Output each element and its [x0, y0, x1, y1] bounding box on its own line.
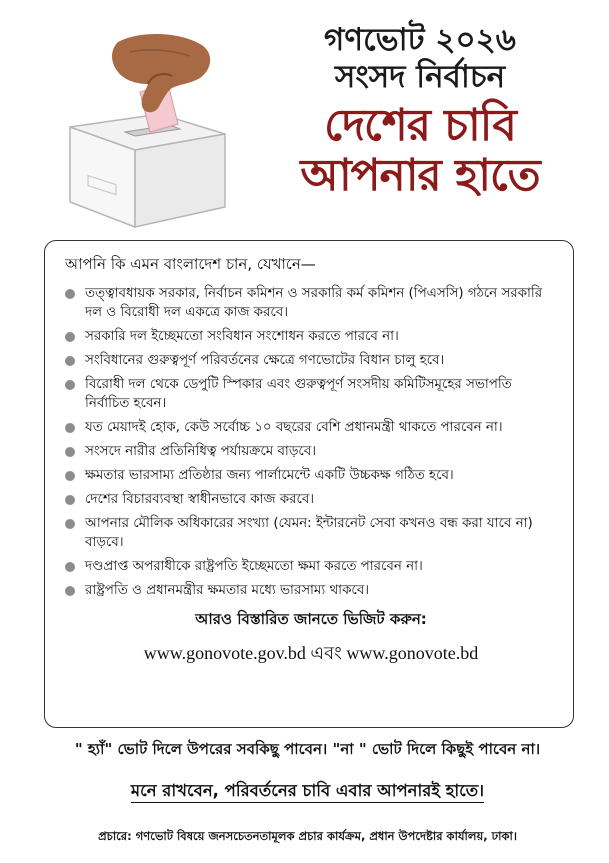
footer-credit: প্রচারে: গণভোট বিষয়ে জনসচেতনতামূলক প্রচার কার্যক্রম, প্রধান উপদেষ্টার কার্যালয়, ঢাকা।: [98, 829, 517, 843]
bullet-icon: [65, 423, 75, 433]
list-item-text: ক্ষমতার ভারসাম্য প্রতিষ্ঠার জন্য পার্লামেন্টে একটি উচ্চকক্ষ গঠিত হবে।: [85, 468, 454, 483]
bullet-icon: [65, 356, 75, 366]
list-item-text: দেশের বিচারব্যবস্থা স্বাধীনভাবে কাজ করবে।: [85, 492, 315, 507]
list-item: [63, 418, 559, 437]
list-item-text: আপনার মৌলিক অধিকারের সংখ্যা (যেমন: ইন্টারনেট সেবা কখনও বন্ধ করা যাবে না) বাড়বে।: [85, 516, 533, 550]
list-item: [63, 490, 559, 509]
list-item: [63, 514, 559, 552]
ballot-box-hand-illustration: [40, 22, 250, 232]
list-item: [63, 284, 559, 322]
reform-points-box: [44, 240, 574, 728]
bullet-icon: [65, 332, 75, 342]
list-item: [63, 581, 559, 600]
list-item-text: বিরোধী দল থেকে ডেপুটি স্পিকার এবং গুরুত্বপূর্ণ সংসদীয় কমিটিসমূহের সভাপতি নির্বাচিত হবেন।: [85, 377, 512, 411]
list-item: [63, 351, 559, 370]
bullet-icon: [65, 380, 75, 390]
bullet-icon: [65, 471, 75, 481]
box-intro: আপনি কি এমন বাংলাদেশ চান, যেখানে—: [65, 255, 316, 273]
website-links: www.gonovote.gov.bd এবং www.gonovote.bd: [143, 643, 479, 663]
list-item: [63, 442, 559, 461]
headline-slogan-2: আপনার হাতে: [300, 150, 540, 202]
headline-slogan-1: দেশের চাবি: [324, 100, 516, 152]
list-item: [63, 466, 559, 485]
bullet-icon: [65, 289, 75, 299]
list-item-text: রাষ্ট্রপতি ও প্রধানমন্ত্রীর ক্ষমতার মধ্যে ভারসাম্য থাকবে।: [85, 583, 370, 598]
list-item: [63, 557, 559, 576]
remember-text: মনে রাখবেন, পরিবর্তনের চাবি এবার আপনারই হাতে।: [131, 781, 484, 803]
visit-label: আরও বিস্তারিত জানতে ভিজিট করুন:: [195, 610, 427, 628]
bullet-icon: [65, 586, 75, 596]
visit-section: [63, 608, 559, 670]
headline-election: সংসদ নির্বাচন: [334, 58, 506, 95]
list-item-text: যত মেয়াদই হোক, কেউ সর্বোচ্চ ১০ বছরের বেশি প্রধানমন্ত্রী থাকতে পারবেন না।: [85, 420, 503, 435]
headline: [245, 18, 595, 202]
reform-list: [63, 284, 559, 600]
headline-referendum: গণভোট ২০২৬: [324, 22, 516, 58]
bullet-icon: [65, 562, 75, 572]
list-item-text: তত্ত্বাবধায়ক সরকার, নির্বাচন কমিশন ও সরকারি কর্ম কমিশন (পিএসসি) গঠনে সরকারি দল ও বিরোধী দল একত্রে কাজ করবে।: [85, 286, 543, 320]
yes-no-message: " হ্যাঁ" ভোট দিলে উপরের সবকিছু পাবেন। "না " ভোট দিলে কিছুই পাবেন না।: [74, 740, 541, 758]
bullet-icon: [65, 495, 75, 505]
bullet-icon: [65, 519, 75, 529]
list-item-text: সংবিধানের গুরুত্বপূর্ণ পরিবর্তনের ক্ষেত্রে গণভোটের বিধান চালু হবে।: [85, 353, 445, 368]
remember-message: [20, 778, 595, 805]
list-item: [63, 327, 559, 346]
list-item-text: সরকারি দল ইচ্ছেমতো সংবিধান সংশোধন করতে পারবে না।: [85, 329, 399, 344]
list-item-text: দণ্ডপ্রাপ্ত অপরাধীকে রাষ্ট্রপতি ইচ্ছেমতো ক্ষমা করতে পারবেন না।: [85, 559, 423, 574]
list-item-text: সংসদে নারীর প্রতিনিধিত্ব পর্যায়ক্রমে বাড়বে।: [85, 444, 316, 459]
list-item: [63, 375, 559, 413]
bullet-icon: [65, 447, 75, 457]
